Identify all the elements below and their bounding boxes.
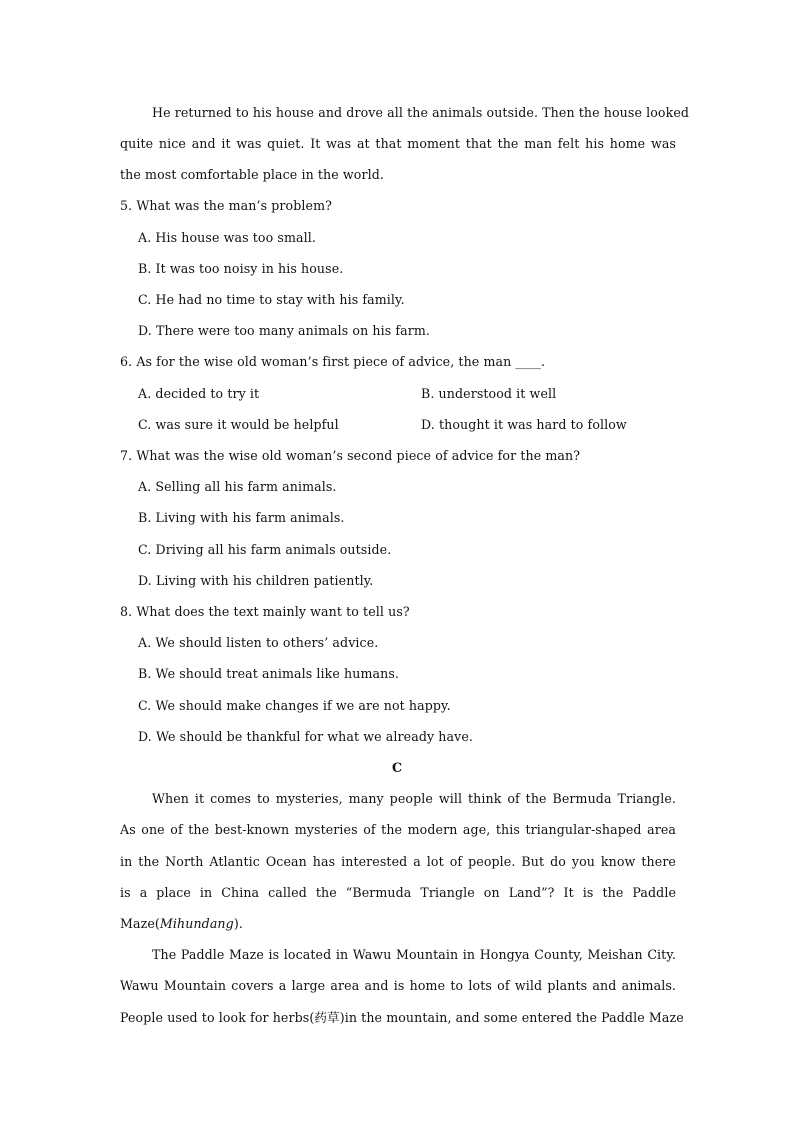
answer-option: A. Selling all his farm animals. [138, 479, 337, 494]
paragraph-line: the most comfortable place in the world. [120, 167, 384, 182]
answer-option: C. He had no time to stay with his family. [138, 292, 405, 307]
answer-option: B. We should treat animals like humans. [138, 666, 399, 681]
answer-option: C. Driving all his farm animals outside. [138, 542, 392, 557]
answer-option: B. It was too noisy in his house. [138, 261, 344, 276]
answer-option: C. was sure it would be helpful [138, 417, 339, 432]
question-stem: 5. What was the man’s problem? [120, 198, 332, 213]
section-heading: C [391, 760, 403, 775]
answer-option: D. We should be thankful for what we already have. [138, 729, 473, 744]
answer-option: D. Living with his children patiently. [138, 573, 374, 588]
paragraph-line: He returned to his house and drove all the animals outside. Then the house looked [152, 105, 690, 120]
answer-option: C. We should make changes if we are not happy. [138, 698, 451, 713]
answer-option: B. understood it well [421, 386, 557, 401]
answer-option: A. decided to try it [138, 386, 260, 401]
text-run: Maze( [120, 916, 160, 931]
paragraph-line: quite nice and it was quiet. It was at that moment that the man felt his home was [120, 136, 676, 151]
paragraph-line: As one of the best-known mysteries of the modern age, this triangular-shaped area [120, 822, 676, 837]
question-stem: 6. As for the wise old woman’s first piece of advice, the man ____. [120, 354, 546, 369]
answer-option: B. Living with his farm animals. [138, 510, 345, 525]
answer-option: D. thought it was hard to follow [421, 417, 627, 432]
answer-option: D. There were too many animals on his farm. [138, 323, 431, 338]
paragraph-line: is a place in China called the “Bermuda Triangle on Land”? It is the Paddle [120, 885, 676, 900]
paragraph-line: When it comes to mysteries, many people will think of the Bermuda Triangle. [152, 791, 676, 806]
paragraph-line: The Paddle Maze is located in Wawu Mountain in Hongya County, Meishan City. [152, 947, 676, 962]
paragraph-line: People used to look for herbs(药草)in the mountain, and some entered the Paddle Maze [120, 1010, 684, 1025]
italic-term: Mihundang [159, 916, 234, 931]
question-stem: 8. What does the text mainly want to tell us? [120, 604, 410, 619]
question-stem: 7. What was the wise old woman’s second piece of advice for the man? [120, 448, 581, 463]
text-run: ). [233, 916, 243, 931]
answer-option: A. His house was too small. [138, 230, 316, 245]
paragraph-line: in the North Atlantic Ocean has interested a lot of people. But do you know there [120, 854, 676, 869]
paragraph-line [120, 916, 676, 932]
answer-option: A. We should listen to others’ advice. [138, 635, 379, 650]
paragraph-line: Wawu Mountain covers a large area and is home to lots of wild plants and animals. [120, 978, 676, 993]
